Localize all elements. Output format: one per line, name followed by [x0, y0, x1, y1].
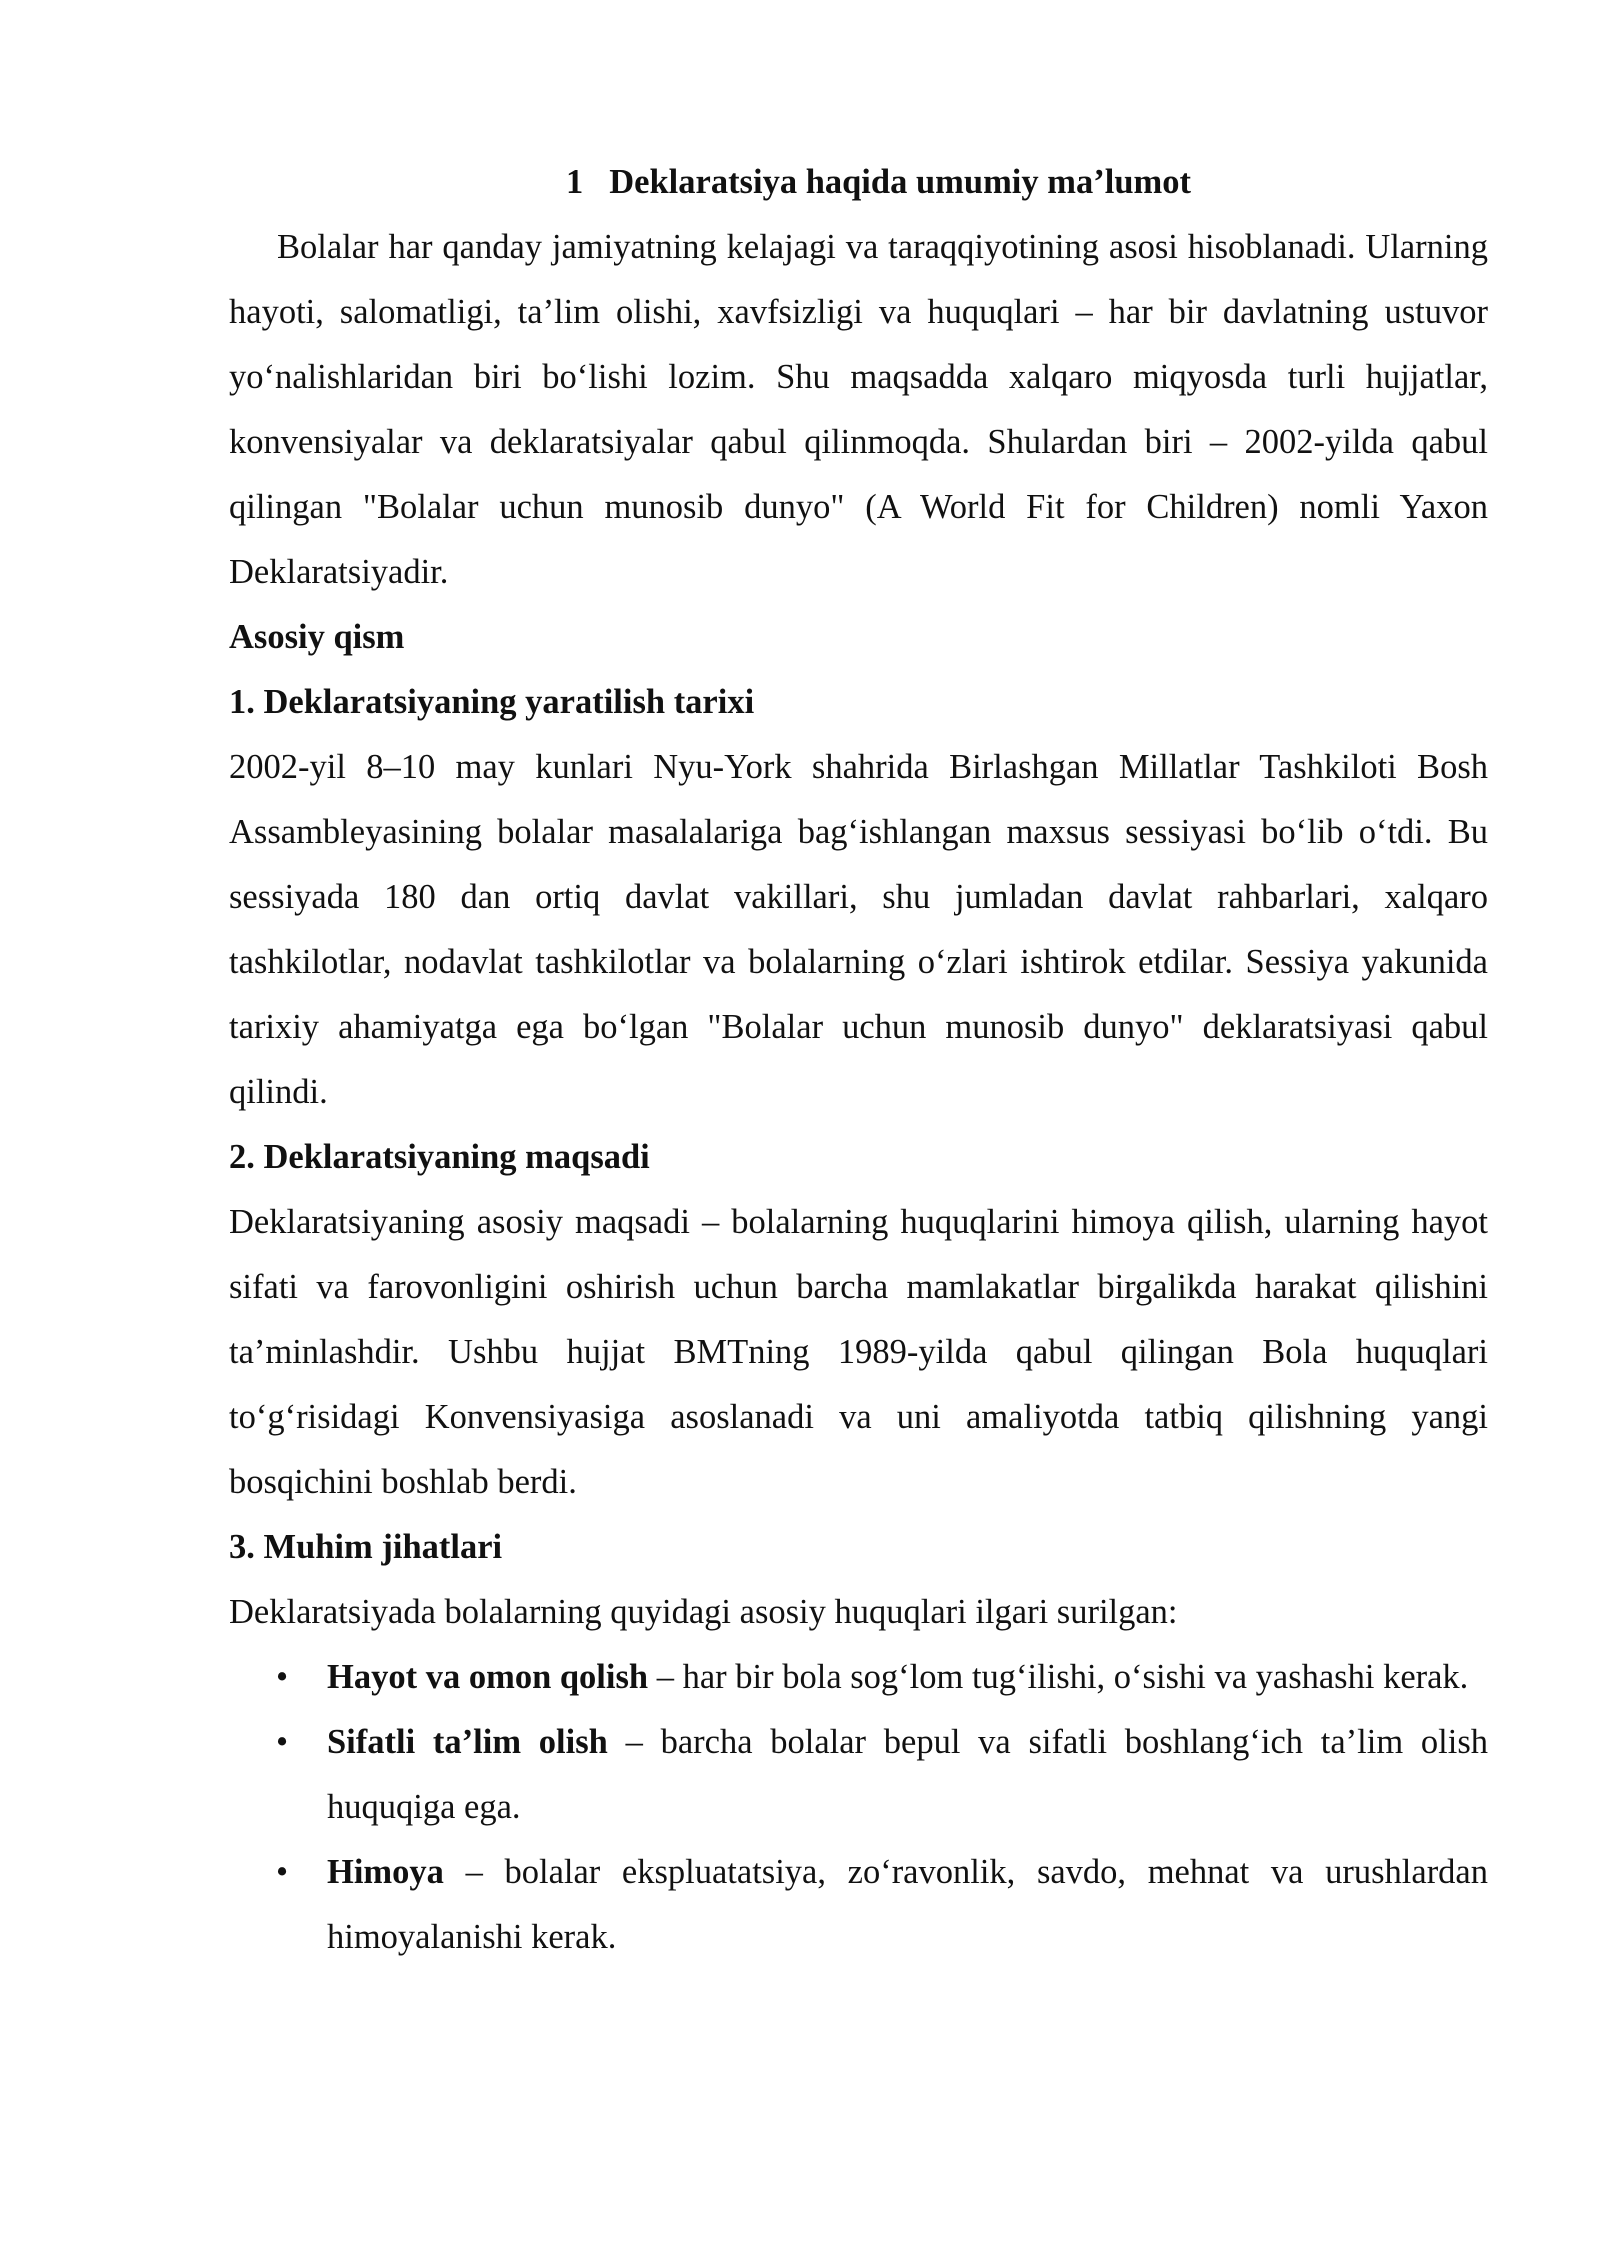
rights-bullet-list	[229, 1645, 1488, 1970]
bullet-term: Himoya	[327, 1853, 444, 1891]
section-3-heading: 3. Muhim jihatlari	[229, 1528, 503, 1566]
section-2-paragraph: Deklaratsiyaning asosiy maqsadi – bolalarning huquqlarini himoya qilish, ularning hayot sifati va farovonligini oshirish uchun barcha mamlakatlar birgalikda harakat qilishini ta’minlashdir. Ushbu hujjat BMTning 1989-yilda qabul qilingan Bola huquqlari to‘g‘risidagi Konvensiyasiga asoslanadi va uni amaliyotda tatbiq qilishning yangi bosqichini boshlab berdi.	[229, 1203, 1488, 1501]
bullet-term: Sifatli ta’lim olish	[327, 1723, 608, 1761]
bullet-term: Hayot va omon qolish	[327, 1658, 649, 1696]
intro-paragraph: Bolalar har qanday jamiyatning kelajagi va taraqqiyotining asosi hisoblanadi. Ularning hayoti, salomatligi, ta’lim olishi, xavfsizligi va huquqlari – har bir davlatning ustuvor yo‘nalishlaridan biri bo‘lishi lozim. Shu maqsadda xalqaro miqyosda turli hujjatlar, konvensiyalar va deklaratsiyalar qabul qilinmoqda. Shulardan biri – 2002-yilda qabul qilingan "Bolalar uchun munosib dunyo" (A World Fit for Children) nomli Yaxon Deklaratsiyadir.	[229, 228, 1488, 591]
section-1-heading: 1. Deklaratsiyaning yaratilish tarixi	[229, 683, 755, 721]
bullet-description: – bolalar ekspluatatsiya, zo‘ravonlik, savdo, mehnat va urushlardan himoyalanishi kerak.	[327, 1853, 1488, 1956]
section-3-paragraph: Deklaratsiyada bolalarning quyidagi asosiy huquqlari ilgari surilgan:	[229, 1593, 1178, 1631]
section-2-heading: 2. Deklaratsiyaning maqsadi	[229, 1138, 650, 1176]
bullet-icon: •	[276, 1723, 289, 1761]
title-number: 1	[566, 163, 584, 201]
document-page	[229, 150, 1488, 1970]
bullet-description: – barcha bolalar bepul va sifatli boshlang‘ich ta’lim olish huquqiga ega.	[327, 1723, 1488, 1826]
title-text: Deklaratsiya haqida umumiy ma’lumot	[609, 163, 1191, 201]
bullet-description: – har bir bola sog‘lom tug‘ilishi, o‘sishi va yashashi kerak.	[648, 1658, 1469, 1696]
bullet-icon: •	[276, 1658, 289, 1696]
list-item	[229, 1840, 1488, 1970]
list-item	[229, 1710, 1488, 1840]
document-title	[229, 150, 1488, 215]
list-item	[229, 1645, 1488, 1710]
bullet-icon: •	[276, 1853, 289, 1891]
section-1-paragraph: 2002-yil 8–10 may kunlari Nyu-York shahrida Birlashgan Millatlar Tashkiloti Bosh Assambleyasining bolalar masalalariga bag‘ishlangan maxsus sessiyasi bo‘lib o‘tdi. Bu sessiyada 180 dan ortiq davlat vakillari, shu jumladan davlat rahbarlari, xalqaro tashkilotlar, nodavlat tashkilotlar va bolalarning o‘zlari ishtirok etdilar. Sessiya yakunida tarixiy ahamiyatga ega bo‘lgan "Bolalar uchun munosib dunyo" deklaratsiyasi qabul qilindi.	[229, 748, 1488, 1111]
main-part-heading: Asosiy qism	[229, 618, 405, 656]
